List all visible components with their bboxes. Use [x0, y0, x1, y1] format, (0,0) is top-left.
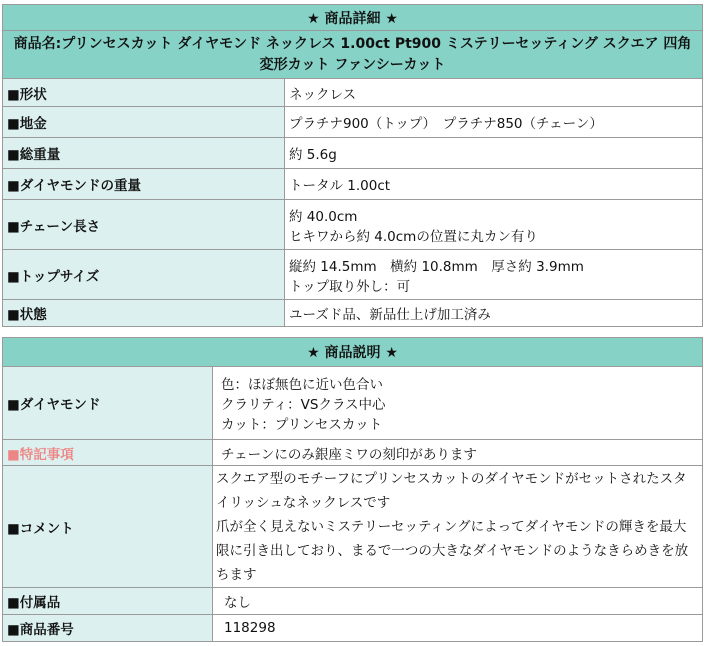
condition-value: [285, 300, 703, 327]
diamond-value: [213, 367, 703, 440]
diamond-color-line: 色：ほぼ無色に近い色合い: [221, 377, 383, 393]
product-number-label: ■商品番号: [3, 615, 213, 642]
top-size-value: [285, 250, 703, 300]
product-detail-table: [2, 4, 703, 327]
diamond-weight-value-line: トータル 1.00ct: [289, 178, 391, 194]
top-size-line-1: 縦約 14.5mm 横約 10.8mm 厚さ約 3.9mm: [289, 258, 584, 275]
metal-label: ■地金: [3, 107, 285, 138]
diamond-weight-label: ■ダイヤモンドの重量: [3, 169, 285, 200]
total-weight-label: ■総重量: [3, 138, 285, 169]
total-weight-value: [285, 138, 703, 169]
chain-length-line-2: ヒキワから約 4.0cmの位置に丸カン有り: [289, 228, 538, 245]
product-name: 商品名:プリンセスカット ダイヤモンド ネックレス 1.00ct Pt900 ミステリーセッティング スクエア 四角 変形カット ファンシーカット: [3, 31, 703, 79]
shape-label: ■形状: [3, 79, 285, 107]
comment-line-2: 爪が全く見えないミステリーセッティングによってダイヤモンドの輝きを最大限に引き出しており、まるで一つの大きなダイヤモンドのようなきらめきを放ちます: [216, 518, 689, 583]
condition-value-line: ユーズド品、新品仕上げ加工済み: [289, 307, 491, 323]
diamond-clarity-line: クラリティ：VSクラス中心: [221, 397, 386, 413]
diamond-cut-line: カット：プリンセスカット: [221, 417, 383, 433]
product-description-table: [2, 337, 703, 642]
shape-value: [285, 79, 703, 107]
total-weight-value-line: 約 5.6g: [289, 147, 337, 163]
accessories-label: ■付属品: [3, 588, 213, 615]
special-notes-value: [213, 440, 703, 466]
comment-value: [213, 466, 703, 588]
top-size-label: ■トップサイズ: [3, 250, 285, 300]
comment-label: ■コメント: [3, 466, 213, 588]
product-detail-header: ★ 商品詳細 ★: [3, 5, 703, 31]
special-notes-label: ■特記事項: [3, 440, 213, 466]
chain-length-line-1: 約 40.0cm: [289, 208, 358, 225]
diamond-weight-value: [285, 169, 703, 200]
condition-label: ■状態: [3, 300, 285, 327]
accessories-line: なし: [224, 595, 251, 611]
comment-line-1: スクエア型のモチーフにプリンセスカットのダイヤモンドがセットされたスタイリッシュなネックレスです: [216, 470, 687, 511]
chain-length-label: ■チェーン長さ: [3, 200, 285, 250]
diamond-label: ■ダイヤモンド: [3, 367, 213, 440]
shape-value-line: ネックレス: [289, 86, 357, 103]
accessories-value: [213, 588, 703, 615]
special-notes-line: チェーンにのみ銀座ミワの刻印があります: [221, 446, 477, 463]
top-size-line-2: トップ取り外し：可: [289, 278, 411, 295]
product-description-header: ★ 商品説明 ★: [3, 338, 703, 367]
product-number-line: 118298: [224, 620, 276, 636]
product-number-value: [213, 615, 703, 642]
metal-value-line: プラチナ900（トップ） プラチナ850（チェーン）: [289, 116, 603, 132]
chain-length-value: [285, 200, 703, 250]
metal-value: [285, 107, 703, 138]
